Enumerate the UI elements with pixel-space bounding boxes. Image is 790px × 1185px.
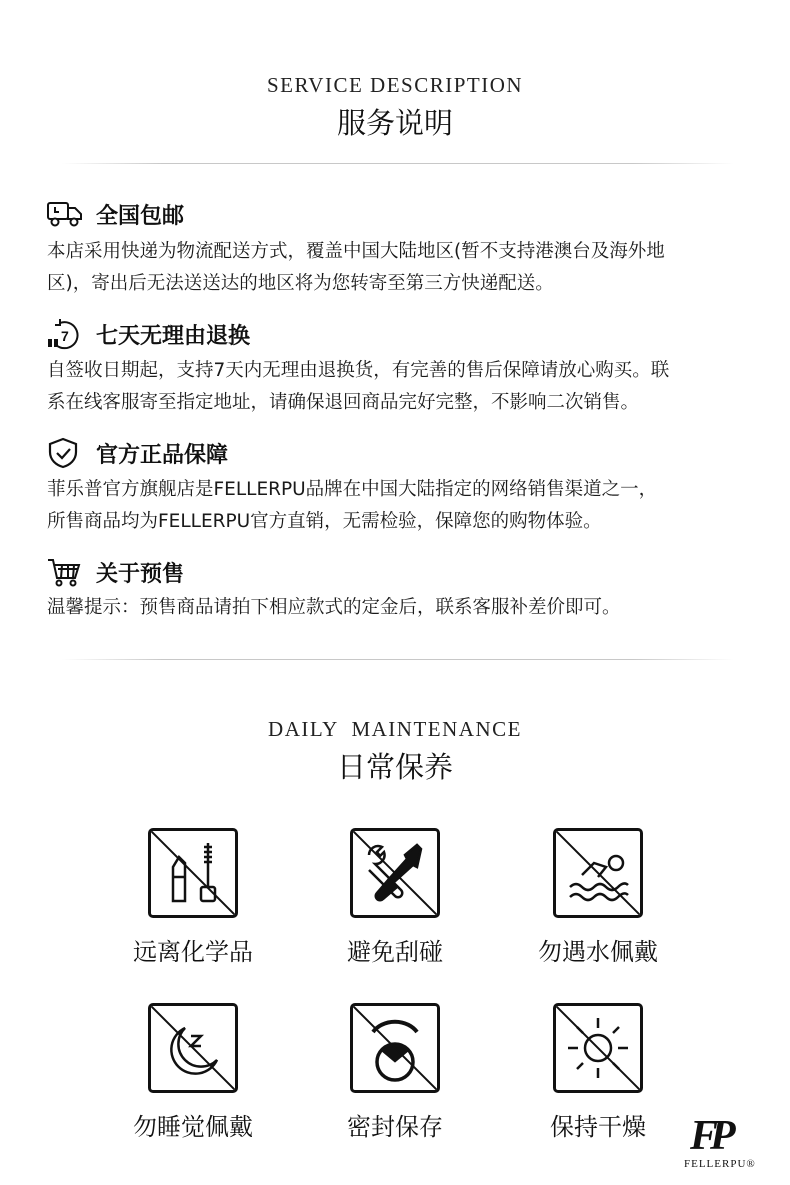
service-text-line: 系在线客服寄至指定地址，请确保退回商品完好完整，不影响二次销售。 — [47, 392, 640, 413]
brand-monogram: FP — [690, 1113, 728, 1159]
brand-logo — [684, 1112, 774, 1174]
service-item-title: 全国包邮 — [96, 203, 185, 229]
service-text-line: 本店采用快递为物流配送方式，覆盖中国大陆地区(暂不支持港澳台及海外地 — [47, 241, 665, 262]
service-text-line: 自签收日期起，支持7天内无理由退换货，有完善的售后保障请放心购买。联 — [47, 360, 670, 381]
service-text-line: 区)，寄出后无法送送达的地区将为您转寄至第三方快递配送。 — [47, 273, 554, 294]
service-text-line: 菲乐普官方旗舰店是FELLERPU品牌在中国大陆指定的网络销售渠道之一， — [47, 479, 658, 500]
ring-box-icon — [350, 1003, 440, 1093]
no-sun-icon — [553, 1003, 643, 1093]
no-swimming-icon — [553, 828, 643, 918]
svg-text:7: 7 — [61, 328, 69, 344]
no-tools-icon — [350, 828, 440, 918]
care-item-label: 勿睡觉佩戴 — [133, 1113, 253, 1141]
care-item-label: 远离化学品 — [133, 938, 253, 966]
service-item-return-header — [46, 317, 250, 351]
service-item-text — [47, 236, 747, 300]
seven-day-return-icon — [46, 317, 86, 351]
service-text-line: 温馨提示：预售商品请拍下相应款式的定金后，联系客服补差价即可。 — [47, 597, 621, 618]
service-item-title: 关于预售 — [96, 561, 185, 587]
service-item-title: 七天无理由退换 — [96, 323, 251, 349]
service-top-divider — [62, 163, 734, 164]
service-cn-title: 服务说明 — [336, 106, 453, 140]
service-text-line: 所售商品均为FELLERPU官方直销，无需检验，保障您的购物体验。 — [47, 511, 602, 532]
service-item-title: 官方正品保障 — [96, 442, 229, 468]
service-en-title: SERVICE DESCRIPTION — [266, 73, 524, 97]
care-item-label: 勿遇水佩戴 — [538, 938, 658, 966]
care-item-label: 避免刮碰 — [347, 938, 443, 966]
shopping-cart-icon — [46, 555, 86, 589]
maintenance-en-title: DAILY MAINTENANCE — [268, 717, 522, 741]
no-sleep-icon — [148, 1003, 238, 1093]
service-item-presale-header — [46, 555, 184, 589]
service-item-shipping-header — [46, 197, 184, 231]
no-chemicals-icon — [148, 828, 238, 918]
service-item-text — [47, 474, 747, 538]
service-item-text — [47, 592, 747, 624]
delivery-truck-icon — [46, 197, 86, 231]
maintenance-cn-title: 日常保养 — [336, 750, 453, 784]
service-item-authentic-header — [46, 436, 228, 470]
care-item-label: 密封保存 — [347, 1113, 443, 1141]
care-item-label: 保持干燥 — [550, 1113, 646, 1141]
service-item-text — [47, 355, 747, 419]
shield-check-icon — [46, 436, 86, 470]
service-bottom-divider — [62, 659, 734, 660]
brand-name: FELLERPU® — [684, 1158, 756, 1170]
